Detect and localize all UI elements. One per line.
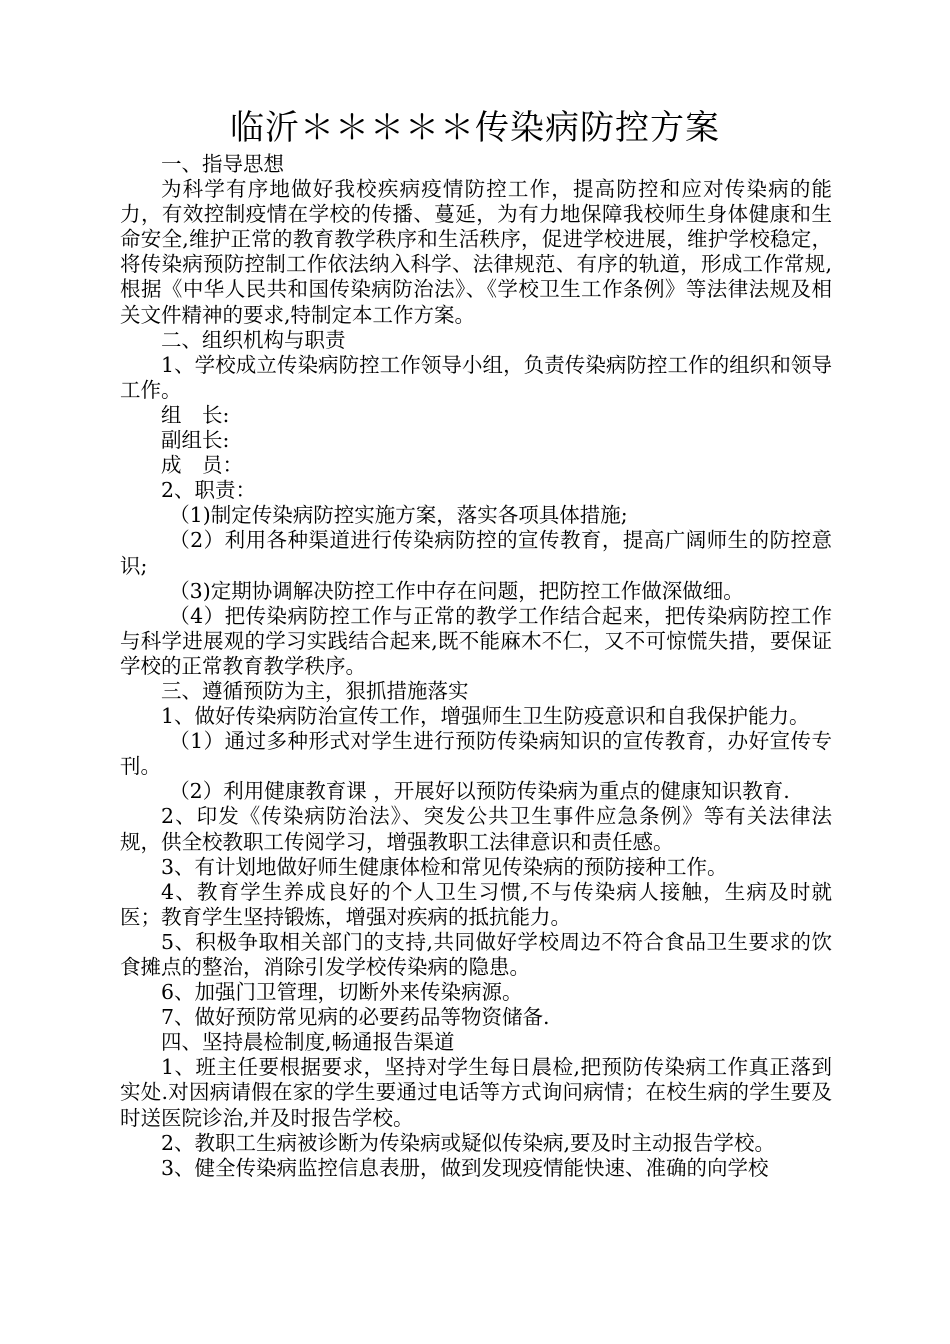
paragraph: 3、健全传染病监控信息表册，做到发现疫情能快速、准确的向学校	[161, 1155, 769, 1180]
section-heading: 三、遵循预防为主，狠抓措施落实	[161, 678, 469, 703]
role-line-members: 成 员：	[161, 453, 243, 478]
section-heading: 二、组织机构与职责	[161, 327, 346, 352]
paragraph: 6、加强门卫管理，切断外来传染病源。	[161, 980, 523, 1005]
list-item: （1）通过多种形式对学生进行预防传染病知识的宣传教育，办好宣传专刊。	[120, 729, 832, 779]
list-item: （2）利用健康教育课 ，开展好以预防传染病为重点的健康知识教育.	[169, 779, 790, 804]
paragraph: 2、印发《传染病防治法》、突发公共卫生事件应急条例》等有关法律法规，供全校教职工传阅学习，增强教职工法律意识和责任感。	[120, 804, 832, 854]
section-heading: 一、指导思想	[161, 152, 284, 176]
paragraph: 为科学有序地做好我校疾病疫情防控工作，提高防控和应对传染病的能力，有效控制疫情在学校的传播、蔓延，为有力地保障我校师生身体健康和生命安全,维护正常的教育教学秩序和生活秩序，促进学校进展，维护学校稳定，将传染病预防控制工作依法纳入科学、法律规范、有序的轨道，形成工作常规,根据《中华人民共和国传染病防治法》、《学校卫生工作条例》等法律法规及相关文件精神的要求,特制定本工作方案。	[120, 177, 832, 327]
paragraph: 4、教育学生养成良好的个人卫生习惯,不与传染病人接触，生病及时就医；教育学生坚持锻炼，增强对疾病的抵抗能力。	[120, 879, 832, 929]
role-line-deputy: 副组长:	[161, 428, 230, 453]
paragraph: 5、积极争取相关部门的支持,共同做好学校周边不符合食品卫生要求的饮食摊点的整治，消除引发学校传染病的隐患。	[120, 929, 832, 979]
list-item: （1)制定传染病防控实施方案，落实各项具体措施;	[169, 503, 628, 528]
paragraph: 2、职责：	[161, 478, 257, 503]
paragraph: 1、做好传染病防治宣传工作，增强师生卫生防疫意识和自我保护能力。	[161, 704, 810, 729]
list-item: （3)定期协调解决防控工作中存在问题，把防控工作做深做细。	[169, 578, 744, 603]
paragraph: 1、学校成立传染病防控工作领导小组，负责传染病防控工作的组织和领导工作。	[120, 352, 832, 402]
paragraph: 1、班主任要根据要求，坚持对学生每日晨检,把预防传染病工作真正落到实处.对因病请假在家的学生要通过电话等方式询问病情；在校生病的学生要及时送医院诊治,并及时报告学校。	[120, 1055, 832, 1130]
list-item: （4）把传染病防控工作与正常的教学工作结合起来，把传染病防控工作与科学进展观的学习实践结合起来,既不能麻木不仁，又不可惊慌失措，要保证学校的正常教育教学秩序。	[120, 603, 832, 678]
role-line-leader: 组 长:	[161, 402, 230, 427]
paragraph: 2、教职工生病被诊断为传染病或疑似传染病,要及时主动报告学校。	[161, 1130, 776, 1155]
paragraph: 3、有计划地做好师生健康体检和常见传染病的预防接种工作。	[161, 854, 728, 879]
section-heading: 四、坚持晨检制度,畅通报告渠道	[161, 1030, 455, 1055]
document-body	[120, 152, 832, 1181]
paragraph: 7、做好预防常见病的必要药品等物资储备.	[161, 1005, 550, 1030]
list-item: （2）利用各种渠道进行传染病防控的宣传教育，提高广阔师生的防控意识;	[120, 528, 832, 578]
document-title: 临沂＊＊＊＊＊传染病防控方案	[230, 108, 720, 148]
